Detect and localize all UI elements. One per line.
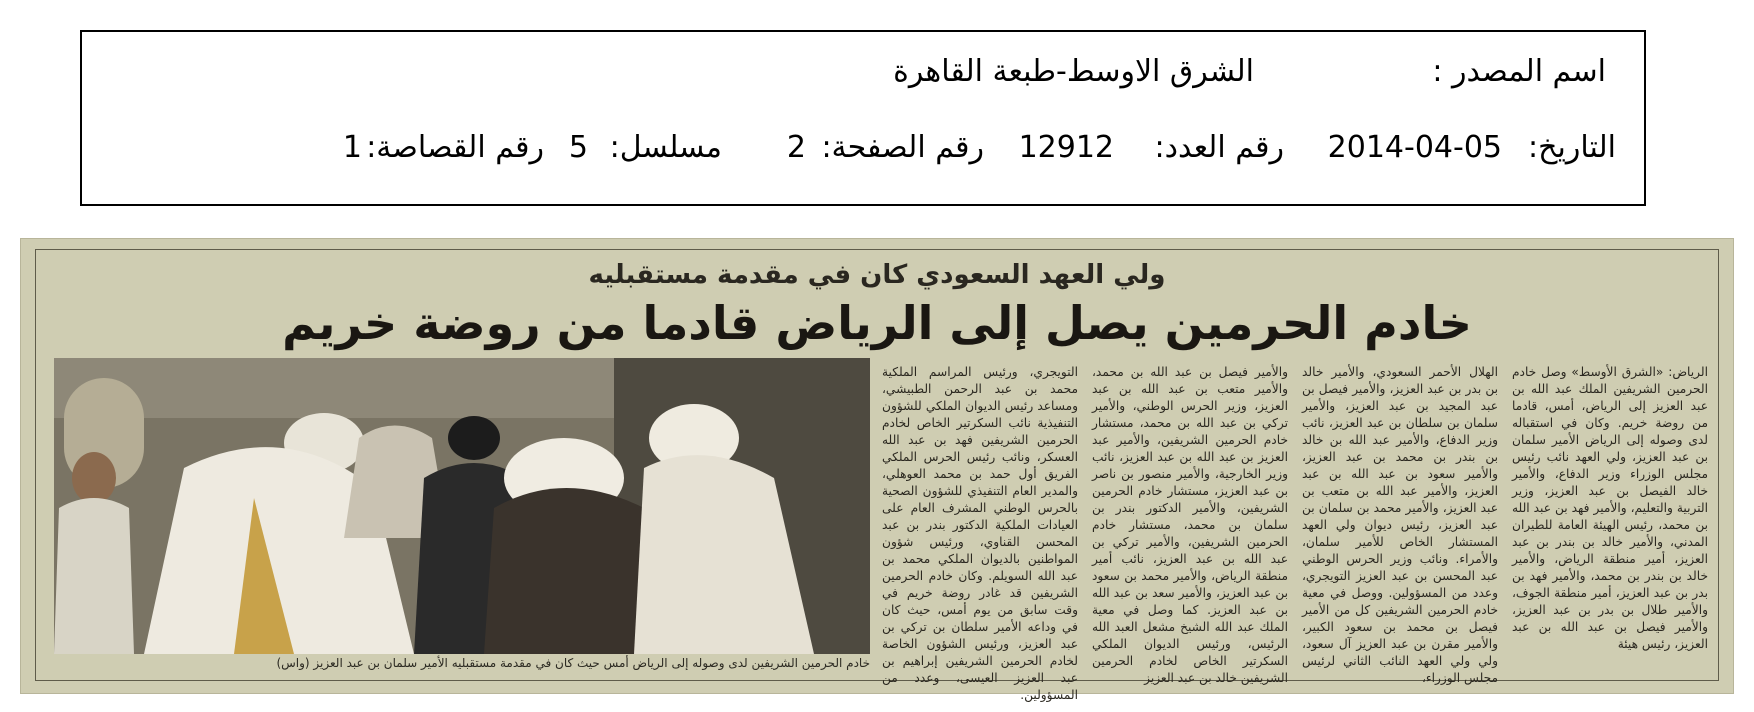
article-headline: خادم الحرمين يصل إلى الرياض قادما من روضة خريم (282, 296, 1472, 350)
source-metadata-box (80, 30, 1646, 206)
article-photo (54, 358, 870, 654)
page-label: رقم الصفحة: (821, 130, 984, 165)
issue-value: 12912 (1018, 130, 1114, 165)
issue-label: رقم العدد: (1154, 130, 1284, 165)
article-columns (882, 364, 1708, 702)
page-value: 2 (786, 130, 806, 165)
newspaper-clipping (20, 238, 1734, 702)
date-label: التاريخ: (1528, 130, 1616, 165)
article-column-3: والأمير فيصل بن عبد الله بن محمد، والأمير متعب بن عبد الله بن عبد العزيز، وزير الحرس الوطني، والأمير تركي بن عبد الله بن محمد، مستشار خادم الحرمين الشريفين، والأمير عبد العزيز بن عبد الله بن عبد العزيز، نائب وزير الخارجية، والأمير منصور بن ناصر بن عبد العزيز، مستشار خادم الحرمين الشريفين، والأمير الدكتور بندر بن سلمان بن محمد، مستشار خادم الحرمين الشريفين، والأمير تركي بن عبد الله بن عبد العزيز، نائب أمير منطقة الرياض، والأمير محمد بن سعود بن عبد العزيز، والأمير سعد بن عبد الله بن عبد العزيز. كما وصل في معية الملك عبد الله الشيخ مشعل العبد الله الرئيس، ورئيس الديوان الملكي السكرتير الخاص لخادم الحرمين الشريفين خالد بن عبد العزيز (1092, 365, 1288, 685)
source-label: اسم المصدر : (1432, 54, 1606, 89)
article-frame (35, 249, 1719, 702)
photo-caption: خادم الحرمين الشريفين لدى وصوله إلى الرياض أمس حيث كان في مقدمة مستقبليه الأمير سلمان بن عبد العزيز (واس) (276, 656, 870, 670)
article-column-2: الهلال الأحمر السعودي، والأمير خالد بن بدر بن عبد العزيز، والأمير فيصل بن عبد المجيد بن عبد العزيز، والأمير سلمان بن سلطان بن عبد العزيز، نائب وزير الدفاع، والأمير عبد الله بن خالد بن بندر بن محمد بن عبد العزيز، والأمير سعود بن عبد الله بن عبد العزيز، والأمير عبد الله بن متعب بن عبد العزيز، والأمير محمد بن سلمان بن عبد العزيز، رئيس ديوان ولي العهد المستشار الخاص للأمير سلمان، والأمراء. ونائب وزير الحرس الوطني عبد المحسن بن عبد العزيز التويجري، وعدد من المسؤولين. ووصل في معية خادم الحرمين الشريفين كل من الأمير فيصل بن محمد بن سعود الكبير، والأمير مقرن بن عبد العزيز آل سعود، ولي ولي العهد النائب الثاني لرئيس مجلس الوزراء، (1302, 365, 1498, 685)
clip-value: 1 (342, 130, 362, 165)
clip-label: رقم القصاصة: (366, 130, 544, 165)
article-kicker: ولي العهد السعودي كان في مقدمة مستقبليه (588, 260, 1166, 290)
source-value: الشرق الاوسط-طبعة القاهرة (893, 54, 1254, 89)
serial-value: 5 (568, 130, 588, 165)
serial-label: مسلسل: (609, 130, 722, 165)
article-column-1: الرياض: «الشرق الأوسط» وصل خادم الحرمين الشريفين الملك عبد الله بن عبد العزيز إلى الرياض، أمس، قادما من روضة خريم. وكان في استقباله لدى وصوله إلى الرياض الأمير سلمان بن عبد العزيز، ولي العهد نائب رئيس مجلس الوزراء وزير الدفاع، والأمير خالد الفيصل بن عبد العزيز، وزير التربية والتعليم، والأمير فهد بن عبد الله بن محمد، رئيس الهيئة العامة للطيران المدني، والأمير خالد بن بندر بن عبد العزيز، أمير منطقة الرياض، والأمير خالد بن بندر بن محمد، والأمير فهد بن بدر بن عبد العزيز، أمير منطقة الجوف، والأمير طلال بن بدر بن عبد العزيز، والأمير فيصل بن عبد الله بن عبد العزيز، رئيس هيئة (1512, 365, 1708, 651)
article-column-4: التويجري، ورئيس المراسم الملكية محمد بن عبد الرحمن الطبيشي، ومساعد رئيس الديوان الملكي للشؤون التنفيذية نائب السكرتير الخاص لخادم الحرمين الشريفين فهد بن عبد الله العسكر، ونائب رئيس الحرس الملكي الفريق أول حمد بن محمد العوهلي، والمدير العام التنفيذي للشؤون الصحية بالحرس الوطني المشرف العام على العيادات الملكية الدكتور بندر بن عبد المحسن القناوي، ورئيس شؤون المواطنين بالديوان الملكي محمد بن عبد الله السويلم. وكان خادم الحرمين الشريفين قد غادر روضة خريم في وقت سابق من يوم أمس، حيث كان في وداعه الأمير سلطان بن تركي بن عبد العزيز، ورئيس الشؤون الخاصة لخادم الحرمين الشريفين إبراهيم بن عبد العزيز العيسى، وعدد من المسؤولين. (882, 365, 1078, 702)
date-value: 2014-04-05 (1327, 130, 1502, 165)
photo-illustration (54, 358, 870, 654)
